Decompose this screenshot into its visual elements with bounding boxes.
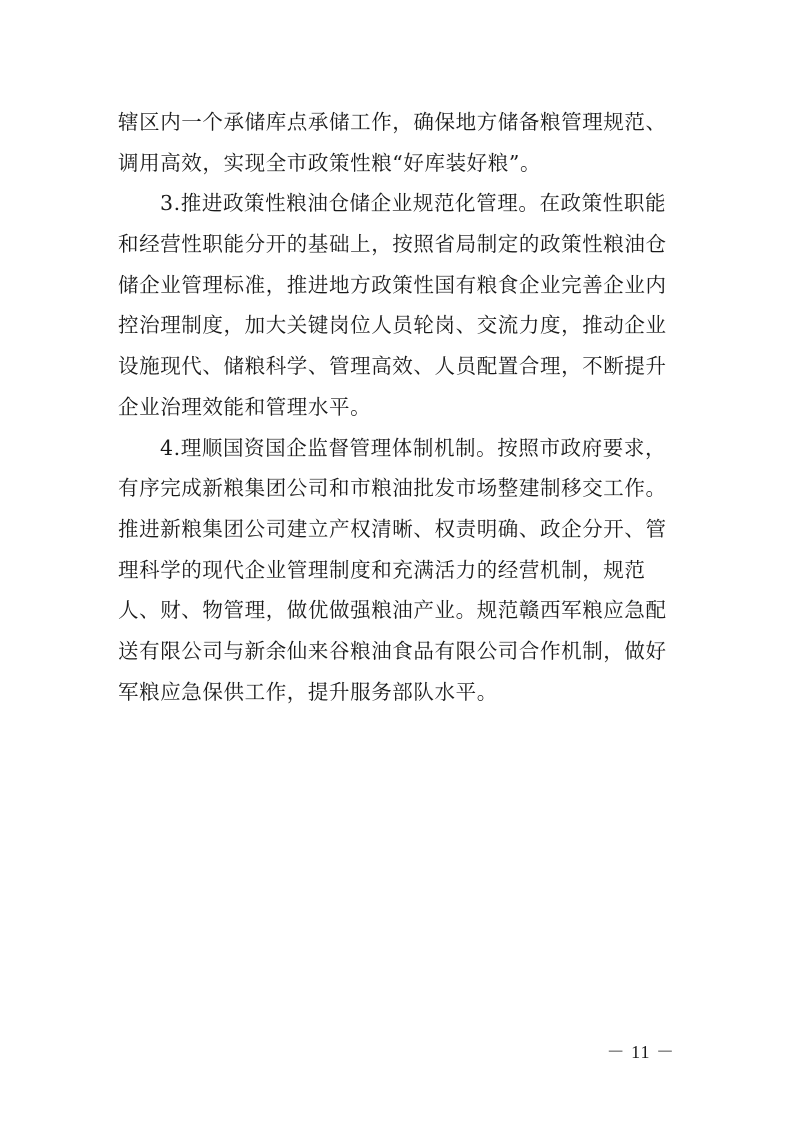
- text-line: 人、财、物管理，做优做强粮油产业。规范赣西军粮应急配: [118, 598, 667, 623]
- text-line: 军粮应急保供工作，提升服务部队水平。: [118, 679, 498, 704]
- body-text: [118, 102, 678, 712]
- text-line: 储企业管理标准，推进地方政策性国有粮食企业完善企业内: [118, 272, 667, 297]
- text-line: 辖区内一个承储库点承储工作，确保地方储备粮管理规范、: [118, 110, 667, 134]
- section-heading-line: 3.推进政策性粮油仓储企业规范化管理。在政策性职能: [160, 191, 667, 216]
- page-number: － 11 －: [606, 1042, 675, 1062]
- text-line: 设施现代、储粮科学、管理高效、人员配置合理，不断提升: [118, 354, 667, 379]
- section-heading-line: 4.理顺国资国企监督管理体制机制。按照市政府要求，: [160, 435, 667, 460]
- text-line: 有序完成新粮集团公司和市粮油批发市场整建制移交工作。: [118, 476, 667, 501]
- text-line: 理科学的现代企业管理制度和充满活力的经营机制，规范: [118, 557, 646, 582]
- text-line: 调用高效，实现全市政策性粮“好库装好粮”。: [118, 150, 542, 175]
- text-line: 控治理制度，加大关键岗位人员轮岗、交流力度，推动企业: [118, 313, 667, 338]
- text-line: 企业治理效能和管理水平。: [118, 394, 372, 419]
- text-line: 送有限公司与新余仙来谷粮油食品有限公司合作机制，做好: [118, 638, 667, 663]
- text-line: 推进新粮集团公司建立产权清晰、权责明确、政企分开、管: [118, 516, 667, 541]
- text-line: 和经营性职能分开的基础上，按照省局制定的政策性粮油仓: [118, 232, 667, 257]
